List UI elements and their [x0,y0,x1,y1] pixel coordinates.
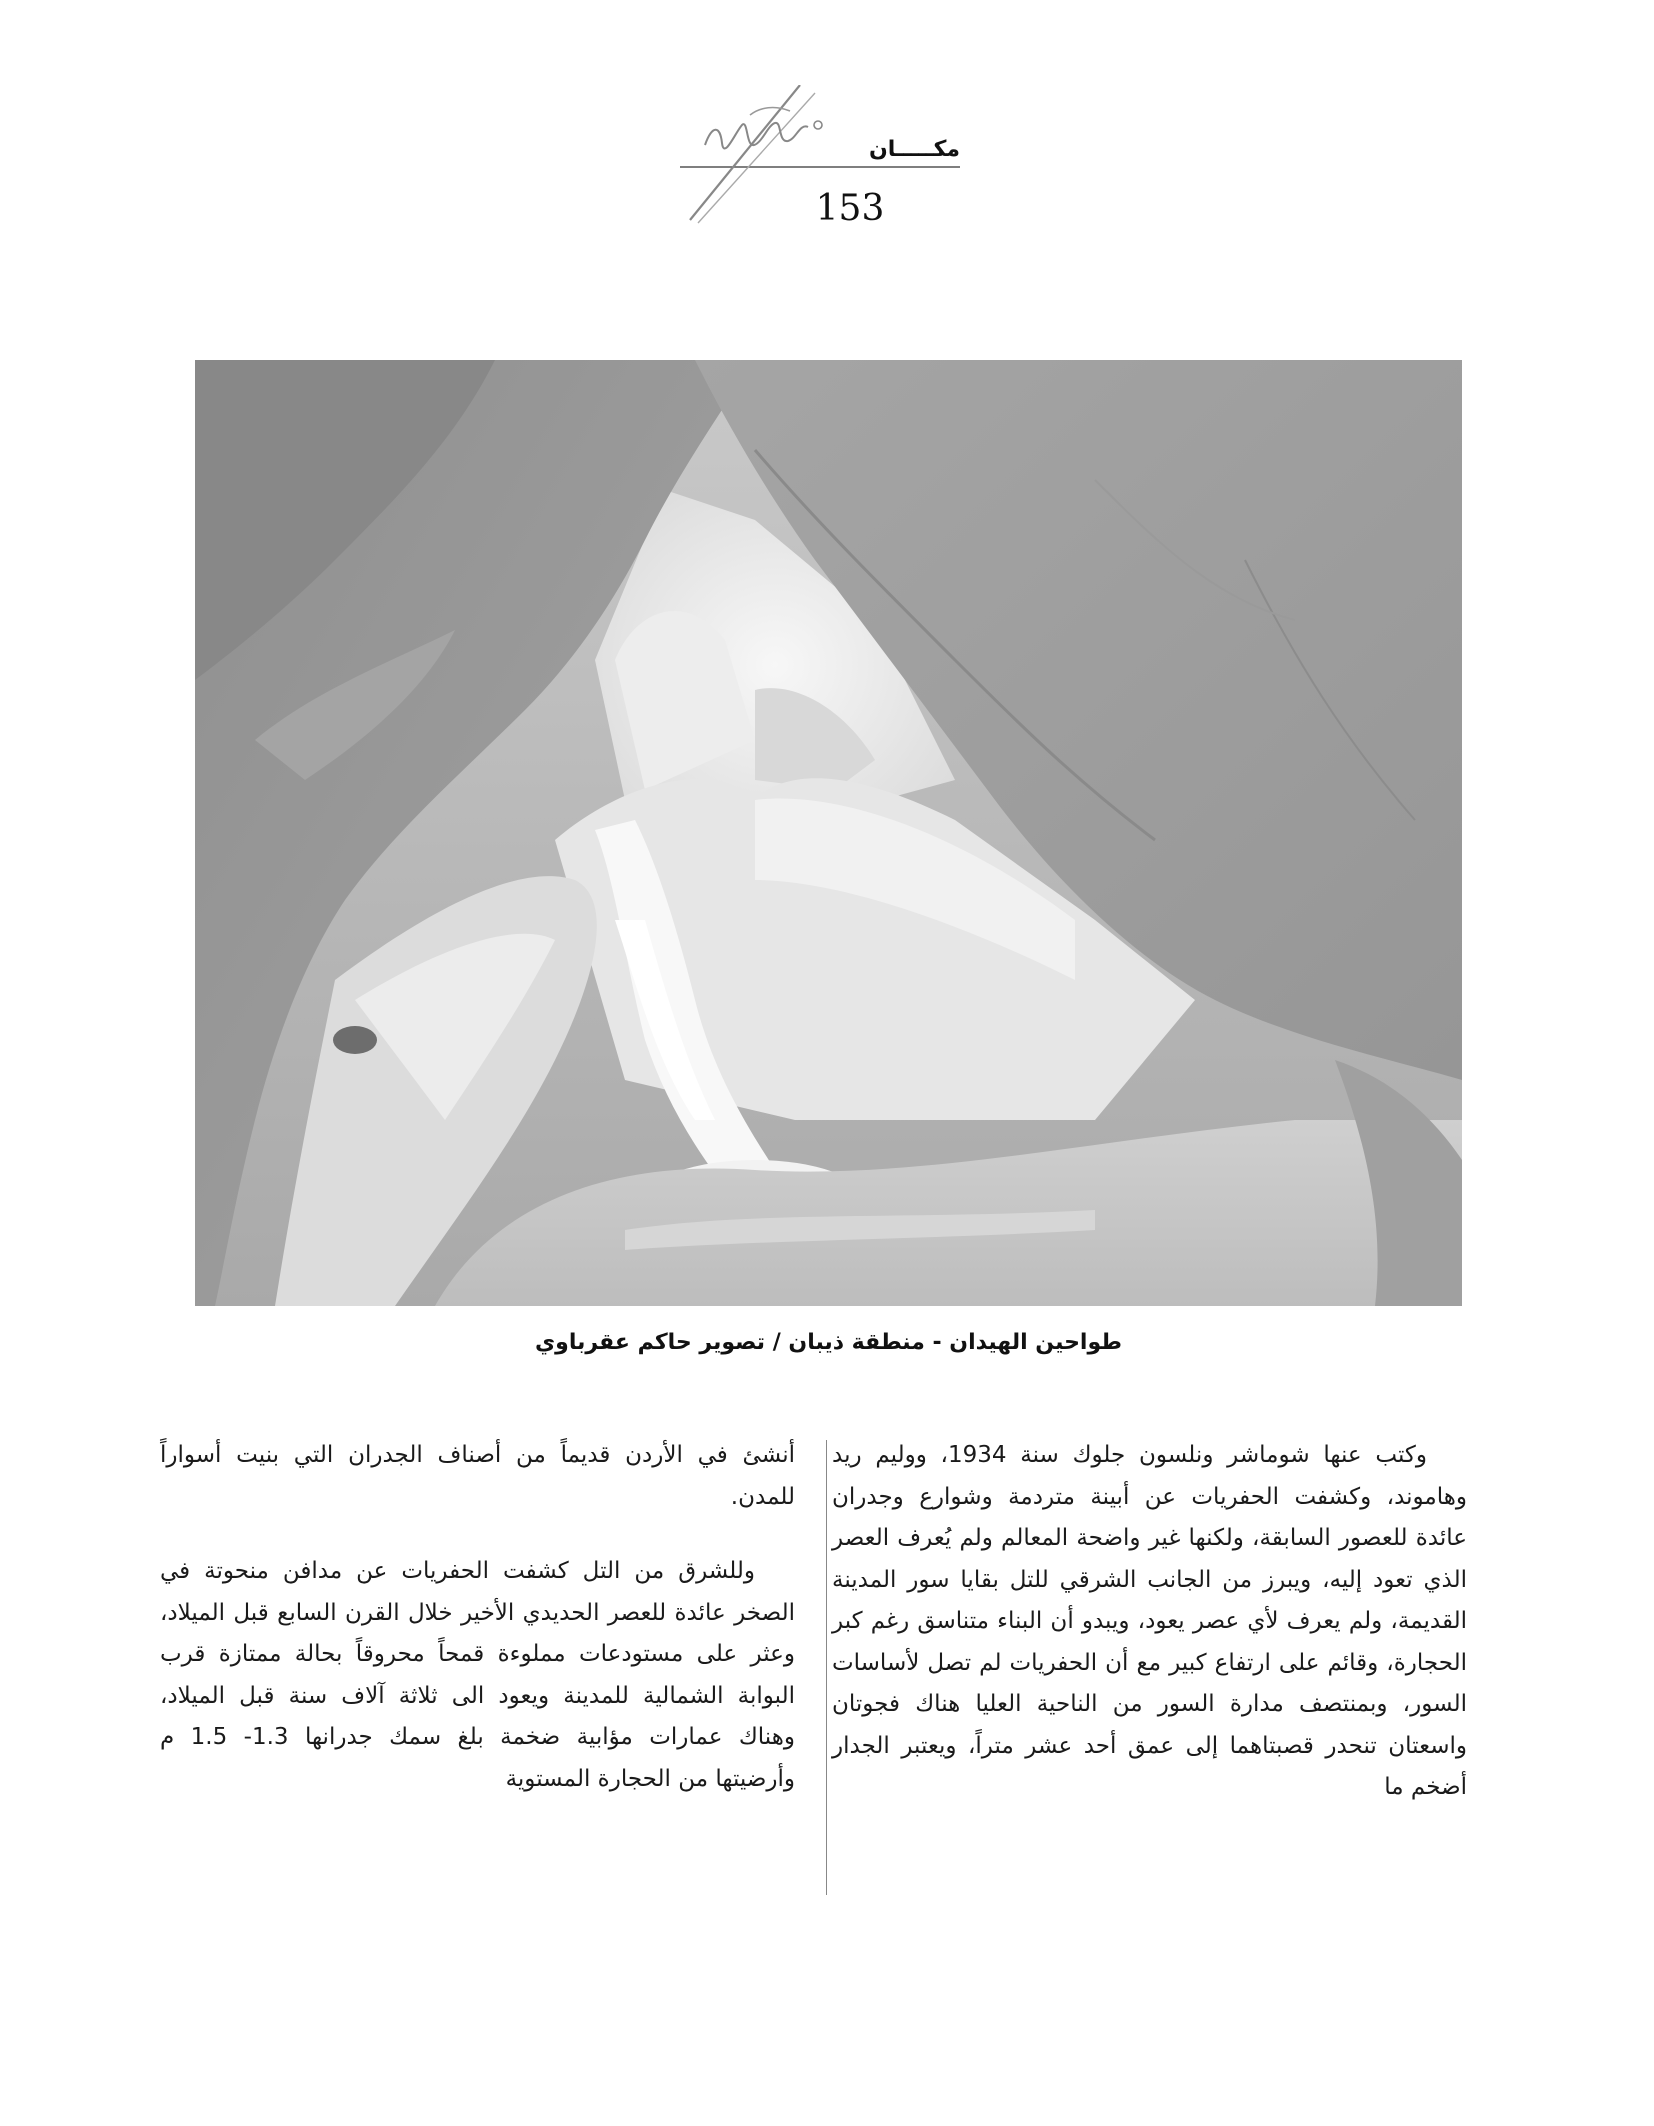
page-number: 153 [815,188,885,229]
paragraph: وللشرق من التل كشفت الحفريات عن مدافن منحوتة في الصخر عائدة للعصر الحديدي الأخير خلال القرن السابع قبل الميلاد، وعثر على مستودعات مملوءة قمحاً محروقاً بحالة ممتازة قرب البوابة الشمالية للمدينة ويعود الى ثلاثة آلاف سنة قبل الميلاد، وهناك عمارات مؤابية ضخمة بلغ سمك جدرانها 1.3- 1.5 م وأرضيتها من الحجارة المستوية [160,1558,795,1792]
paragraph: وكتب عنها شوماشر ونلسون جلوك سنة 1934، ووليم ريد وهاموند، وكشفت الحفريات عن أبينة متردمة وشوارع وجدران عائدة للعصور السابقة، ولكنها غير واضحة المعالم ولم يُعرف العصر الذي تعود إليه، ويبرز من الجانب الشرقي للتل بقايا سور المدينة القديمة، ولم يعرف لأي عصر يعود، ويبدو أن البناء متناسق رغم كبر الحجارة، وقائم على ارتفاع كبير مع أن الحفريات لم تصل لأساسات السور، وبمنتصف مدارة السور من الناحية العليا هناك فجوتان واسعتان تنحدر قصبتاهما إلى عمق أحد عشر متراً، ويعتبر الجدار أضخم ما [832,1442,1467,1800]
text-column-right [832,1435,1467,1809]
photo-caption: طواحين الهيدان - منطقة ذيبان / تصوير حاكم عقرباوي [535,1330,1122,1355]
canyon-waterfall-photo [195,360,1462,1306]
magazine-name: مكـــــان [868,137,960,162]
column-divider [826,1440,827,1895]
text-column-left [160,1435,795,1800]
paragraph: أنشئ في الأردن قديماً من أصناف الجدران التي بنيت أسواراً للمدن. [160,1442,795,1510]
page-header [650,85,970,235]
